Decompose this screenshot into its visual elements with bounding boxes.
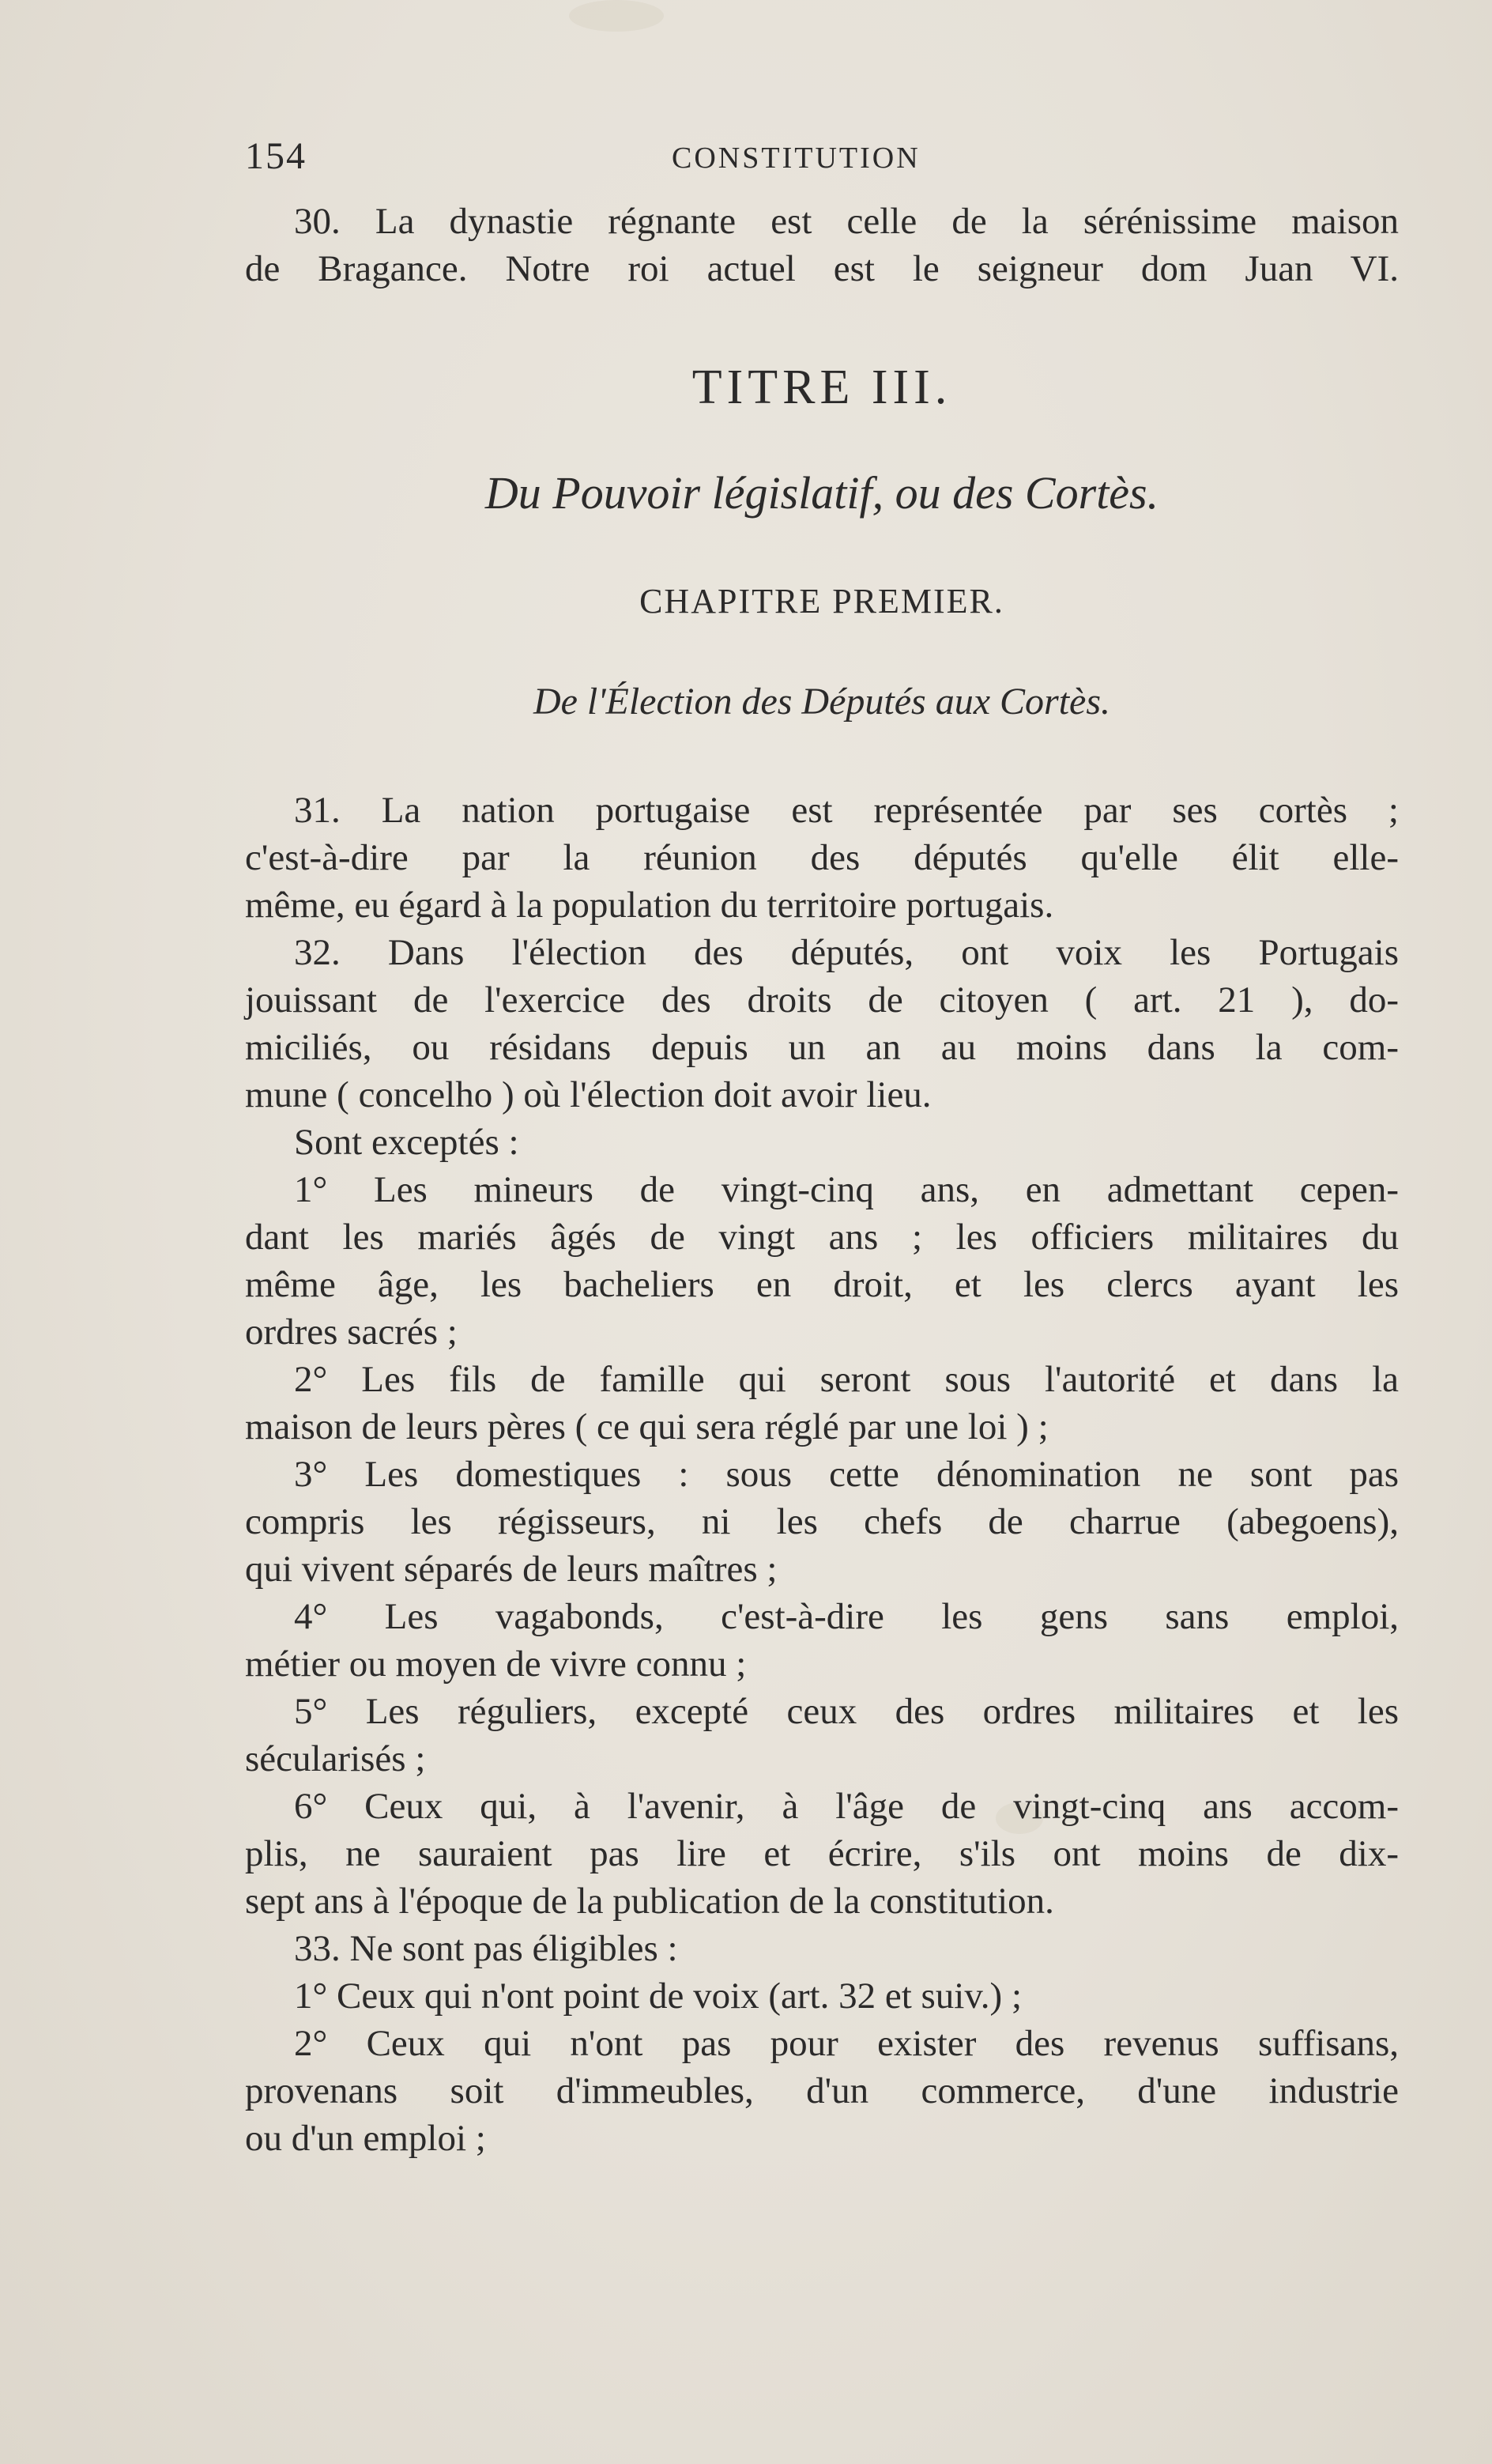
intro-paragraph [245,198,1399,292]
text-line: métier ou moyen de vivre connu ; [245,1643,747,1685]
text-line: 5° Les réguliers, excepté ceux des ordres militaires et les [294,1691,1399,1732]
text-line: même âge, les bacheliers en droit, et les clercs ayant les [245,1264,1399,1305]
page-header [245,134,1399,190]
body-text [245,787,1399,2162]
text-line: 32. Dans l'élection des députés, ont voix les Portugais [294,932,1399,973]
chapitre-heading: CHAPITRE PREMIER. [639,582,1004,621]
text-line: 2° Ceux qui n'ont pas pour exister des revenus suffisans, [294,2023,1399,2064]
text-line: plis, ne sauraient pas lire et écrire, s'ils ont moins de dix- [245,1833,1399,1874]
text-line: 6° Ceux qui, à l'avenir, à l'âge de vingt-cinq ans accom- [294,1786,1399,1827]
text-line: même, eu égard à la population du territoire portugais. [245,885,1054,926]
chapitre-subtitle: De l'Élection des Députés aux Cortès. [533,681,1111,723]
text-line: dant les mariés âgés de vingt ans ; les officiers militaires du [245,1217,1399,1258]
text-line: provenans soit d'immeubles, d'un commerce, d'une industrie [245,2070,1399,2111]
text-line: 2° Les fils de famille qui seront sous l'autorité et dans la [294,1359,1399,1400]
text-line: compris les régisseurs, ni les chefs de charrue (abegoens), [245,1501,1399,1542]
text-line: 4° Les vagabonds, c'est-à-dire les gens sans emploi, [294,1596,1399,1637]
paper-stain [569,0,664,32]
text-line: jouissant de l'exercice des droits de citoyen ( art. 21 ), do- [245,979,1399,1021]
text-line: 1° Les mineurs de vingt-cinq ans, en admettant cepen- [294,1169,1399,1210]
text-line: miciliés, ou résidans depuis un an au moins dans la com- [245,1027,1399,1068]
text-line: 31. La nation portugaise est représentée par ses cortès ; [294,790,1399,831]
titre-subtitle: Du Pouvoir législatif, ou des Cortès. [484,467,1159,519]
text-line: 3° Les domestiques : sous cette dénomination ne sont pas [294,1454,1399,1495]
titre-heading: TITRE III. [691,360,952,414]
text-line: sécularisés ; [245,1738,426,1779]
text-line: ou d'un emploi ; [245,2118,486,2159]
text-line: 30. La dynastie régnante est celle de la sérénissime maison [294,201,1399,242]
text-line: sept ans à l'époque de la publication de la constitution. [245,1881,1054,1922]
text-line: Sont exceptés : [294,1122,519,1163]
text-line: 1° Ceux qui n'ont point de voix (art. 32 et suiv.) ; [294,1975,1023,2017]
text-line: ordres sacrés ; [245,1311,458,1353]
text-line: 33. Ne sont pas éligibles : [294,1928,678,1969]
running-head: CONSTITUTION [672,142,921,175]
page-number: 154 [245,135,307,177]
text-line: c'est-à-dire par la réunion des députés qu'elle élit elle- [245,837,1399,878]
text-line: mune ( concelho ) où l'élection doit avoir lieu. [245,1074,932,1115]
text-line: de Bragance. Notre roi actuel est le seigneur dom Juan VI. [245,248,1399,289]
text-line: maison de leurs pères ( ce qui sera réglé par une loi ) ; [245,1406,1049,1447]
text-line: qui vivent séparés de leurs maîtres ; [245,1549,778,1590]
